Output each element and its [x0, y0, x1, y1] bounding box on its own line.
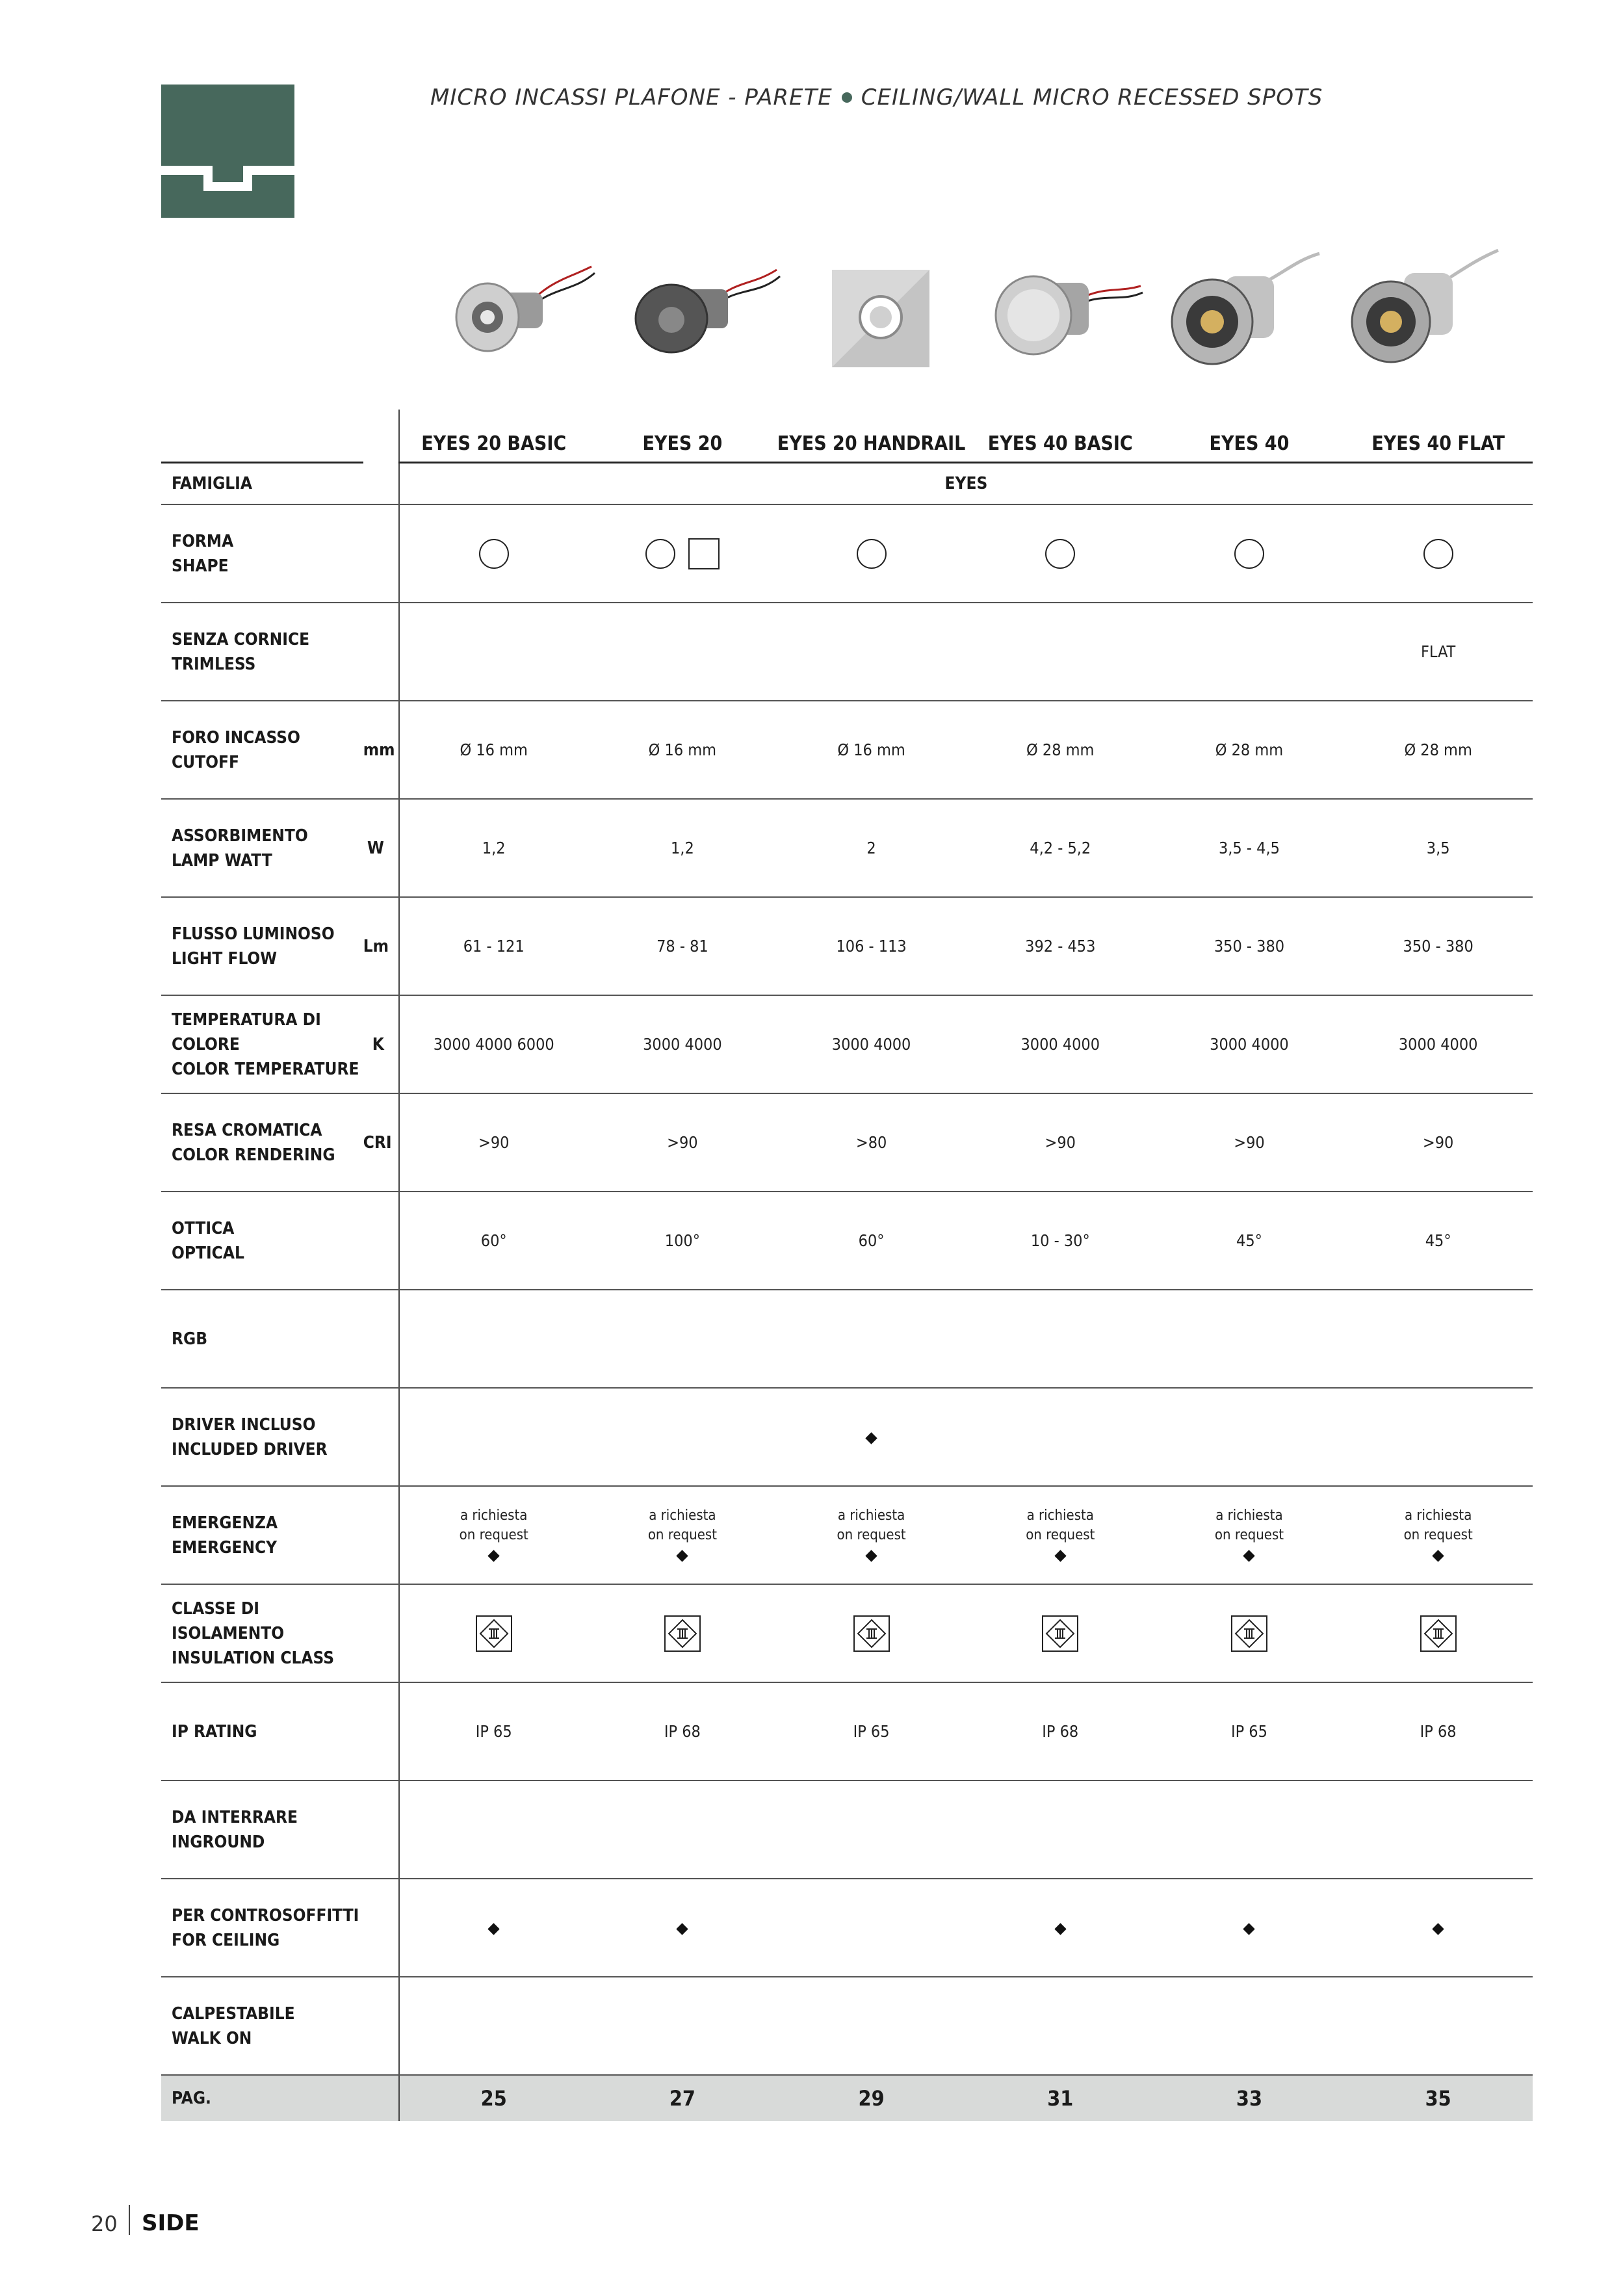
- check-diamond-icon: [677, 1550, 688, 1561]
- spec-row-watt: [161, 799, 1533, 897]
- cell-cct: 3000 4000: [1344, 995, 1533, 1093]
- cell-trimless: [1155, 603, 1344, 701]
- cell-cct: 3000 4000: [588, 995, 777, 1093]
- row-label-en: INSULATION CLASS: [172, 1648, 335, 1668]
- cell-watt: 2: [777, 799, 966, 897]
- page-number: 20: [91, 2211, 118, 2236]
- row-unit: [363, 1977, 399, 2075]
- check-diamond-icon: [677, 1923, 688, 1935]
- row-unit: [363, 1879, 399, 1977]
- row-label-en: LIGHT FLOW: [172, 948, 278, 969]
- cell-cct: 3000 4000: [1155, 995, 1344, 1093]
- row-unit: [363, 1584, 399, 1682]
- cell-optical: 45°: [1344, 1192, 1533, 1290]
- row-label-it: TEMPERATURA DI COLORE: [172, 1010, 321, 1054]
- cell-cct: 3000 4000 6000: [399, 995, 588, 1093]
- spec-row-walkon: [161, 1977, 1533, 2075]
- cell-driver: [777, 1388, 966, 1486]
- product-photos: [0, 241, 1623, 397]
- row-label: [161, 1977, 363, 2075]
- cell-insulation: [588, 1584, 777, 1682]
- cell-watt: 3,5 - 4,5: [1155, 799, 1344, 897]
- cell-ip: IP 65: [1155, 1682, 1344, 1781]
- row-unit: K: [363, 995, 399, 1093]
- row-label-it: IP RATING: [172, 1721, 257, 1742]
- row-label: [161, 1093, 363, 1192]
- insulation-class-iii-icon: [1041, 1615, 1079, 1652]
- row-label: [161, 1682, 363, 1781]
- product-photo-eyes-20-handrail: [803, 241, 965, 397]
- row-label-en: INGROUND: [172, 1832, 265, 1852]
- row-label: [161, 1486, 363, 1584]
- row-label: [161, 504, 363, 603]
- cell-rgb: [399, 1290, 588, 1388]
- cell-flow: 78 - 81: [588, 897, 777, 995]
- round-shape-icon: [479, 539, 509, 569]
- cell-cutoff: Ø 16 mm: [399, 701, 588, 799]
- row-label: FAMIGLIA: [161, 463, 363, 505]
- product-name-header: EYES 20: [588, 410, 777, 463]
- cell-optical: 100°: [588, 1192, 777, 1290]
- row-label-it: FORO INCASSO: [172, 727, 300, 748]
- cell-flow: 61 - 121: [399, 897, 588, 995]
- spec-row-inground: [161, 1781, 1533, 1879]
- on-request-it: a richiesta: [1026, 1507, 1094, 1524]
- cell-shape: [777, 504, 966, 603]
- spec-row-optical: [161, 1192, 1533, 1290]
- cell-trimless: FLAT: [1344, 603, 1533, 701]
- cell-ip: IP 68: [1344, 1682, 1533, 1781]
- footer-brand: SIDE: [142, 2210, 200, 2236]
- row-unit: [363, 463, 399, 505]
- cell-flow: 392 - 453: [966, 897, 1155, 995]
- cell-emergency: [966, 1486, 1155, 1584]
- row-label: [161, 799, 363, 897]
- cell-driver: [966, 1388, 1155, 1486]
- cell-shape: [399, 504, 588, 603]
- cell-emergency: [777, 1486, 966, 1584]
- cell-ceiling: [777, 1879, 966, 1977]
- on-request-it: a richiesta: [1215, 1507, 1283, 1524]
- row-label: [161, 701, 363, 799]
- family-row: [161, 463, 1533, 505]
- page-ref-link[interactable]: 29: [777, 2075, 966, 2121]
- cell-inground: [777, 1781, 966, 1879]
- row-label: [161, 1584, 363, 1682]
- spec-row-flow: [161, 897, 1533, 995]
- footer-divider: [129, 2205, 130, 2235]
- header-title-en: CEILING/WALL MICRO RECESSED SPOTS: [861, 85, 1323, 111]
- on-request-en: on request: [459, 1527, 528, 1543]
- header-title-it: MICRO INCASSI PLAFONE - PARETE: [430, 85, 833, 111]
- row-label-it: OTTICA: [172, 1218, 235, 1238]
- cell-shape: [1344, 504, 1533, 603]
- cell-optical: 45°: [1155, 1192, 1344, 1290]
- cell-cct: 3000 4000: [966, 995, 1155, 1093]
- cell-cutoff: Ø 16 mm: [588, 701, 777, 799]
- cell-trimless: [399, 603, 588, 701]
- cell-ceiling: [1344, 1879, 1533, 1977]
- check-diamond-icon: [1054, 1923, 1066, 1935]
- cell-walkon: [399, 1977, 588, 2075]
- cell-cri: >90: [1155, 1093, 1344, 1192]
- cell-emergency: [1155, 1486, 1344, 1584]
- page-ref-link[interactable]: 25: [399, 2075, 588, 2121]
- row-unit: W: [363, 799, 399, 897]
- row-unit: [363, 1388, 399, 1486]
- cell-cutoff: Ø 16 mm: [777, 701, 966, 799]
- cell-inground: [588, 1781, 777, 1879]
- cell-insulation: [399, 1584, 588, 1682]
- cell-inground: [1344, 1781, 1533, 1879]
- insulation-class-iii-icon: [475, 1615, 513, 1652]
- row-label-it: RESA CROMATICA: [172, 1120, 322, 1140]
- cell-rgb: [1155, 1290, 1344, 1388]
- cell-trimless: [588, 603, 777, 701]
- round-shape-icon: [857, 539, 887, 569]
- product-name-header: EYES 20 BASIC: [399, 410, 588, 463]
- check-diamond-icon: [488, 1550, 500, 1561]
- square-shape-icon: [688, 538, 720, 569]
- on-request-en: on request: [647, 1527, 717, 1543]
- row-label-en: SHAPE: [172, 556, 229, 576]
- row-label-en: COLOR TEMPERATURE: [172, 1059, 359, 1079]
- row-label: [161, 1879, 363, 1977]
- product-photo-eyes-40: [1160, 241, 1323, 397]
- cell-driver: [399, 1388, 588, 1486]
- insulation-class-iii-icon: [1420, 1615, 1457, 1652]
- header-blank: [161, 410, 363, 463]
- row-unit: [363, 1781, 399, 1879]
- cell-watt: 1,2: [588, 799, 777, 897]
- row-label-it: RGB: [172, 1329, 208, 1349]
- check-diamond-icon: [1243, 1550, 1255, 1561]
- cell-rgb: [588, 1290, 777, 1388]
- check-diamond-icon: [488, 1923, 500, 1935]
- page-ref-link[interactable]: 27: [588, 2075, 777, 2121]
- product-name-header: EYES 40: [1155, 410, 1344, 463]
- row-label: [161, 1192, 363, 1290]
- cell-inground: [399, 1781, 588, 1879]
- check-diamond-icon: [1054, 1550, 1066, 1561]
- cell-ip: IP 68: [966, 1682, 1155, 1781]
- row-label: [161, 603, 363, 701]
- row-label-en: CUTOFF: [172, 752, 239, 772]
- cell-cri: >80: [777, 1093, 966, 1192]
- cell-ceiling: [588, 1879, 777, 1977]
- cell-cri: >90: [588, 1093, 777, 1192]
- row-label-it: SENZA CORNICE: [172, 629, 310, 649]
- row-label: [161, 1781, 363, 1879]
- row-label: [161, 995, 363, 1093]
- row-label-it: DRIVER INCLUSO: [172, 1415, 316, 1435]
- row-label: [161, 1290, 363, 1388]
- cell-cutoff: Ø 28 mm: [966, 701, 1155, 799]
- on-request-it: a richiesta: [837, 1507, 905, 1524]
- on-request-en: on request: [1026, 1527, 1095, 1543]
- row-unit: [363, 504, 399, 603]
- cell-optical: 10 - 30°: [966, 1192, 1155, 1290]
- row-label-en: OPTICAL: [172, 1243, 244, 1263]
- cell-trimless: [777, 603, 966, 701]
- page-ref-row: [161, 2075, 1533, 2121]
- row-label-en: LAMP WATT: [172, 850, 272, 870]
- cell-emergency: [399, 1486, 588, 1584]
- cell-insulation: [1344, 1584, 1533, 1682]
- row-unit: CRI: [363, 1093, 399, 1192]
- row-label-en: FOR CEILING: [172, 1930, 280, 1950]
- cell-walkon: [966, 1977, 1155, 2075]
- row-unit: [363, 1290, 399, 1388]
- cell-optical: 60°: [399, 1192, 588, 1290]
- cell-watt: 1,2: [399, 799, 588, 897]
- row-label-en: TRIMLESS: [172, 654, 256, 674]
- spec-row-rgb: [161, 1290, 1533, 1388]
- row-label: PAG.: [161, 2075, 363, 2121]
- cell-emergency: [1344, 1486, 1533, 1584]
- row-label-it: FLUSSO LUMINOSO: [172, 924, 335, 944]
- row-unit: [363, 603, 399, 701]
- product-name-header: EYES 40 FLAT: [1344, 410, 1533, 463]
- spec-row-cutoff: [161, 701, 1533, 799]
- cell-walkon: [588, 1977, 777, 2075]
- side-logo: [161, 85, 294, 218]
- spec-row-cct: [161, 995, 1533, 1093]
- cell-walkon: [777, 1977, 966, 2075]
- round-shape-icon: [1234, 539, 1264, 569]
- cell-cutoff: Ø 28 mm: [1155, 701, 1344, 799]
- row-label-en: WALK ON: [172, 2028, 252, 2048]
- round-shape-icon: [645, 539, 675, 569]
- header-row: [161, 410, 1533, 463]
- cell-inground: [966, 1781, 1155, 1879]
- row-label-en: INCLUDED DRIVER: [172, 1439, 328, 1459]
- cell-watt: 3,5: [1344, 799, 1533, 897]
- spec-row-insulation: [161, 1584, 1533, 1682]
- on-request-it: a richiesta: [460, 1507, 528, 1524]
- row-label: [161, 1388, 363, 1486]
- cell-walkon: [1344, 1977, 1533, 2075]
- on-request-en: on request: [837, 1527, 906, 1543]
- row-label-it: CALPESTABILE: [172, 2003, 295, 2024]
- page-ref-link[interactable]: 31: [966, 2075, 1155, 2121]
- row-label-en: COLOR RENDERING: [172, 1145, 335, 1165]
- round-shape-icon: [1423, 539, 1453, 569]
- cell-driver: [588, 1388, 777, 1486]
- cell-watt: 4,2 - 5,2: [966, 799, 1155, 897]
- cell-insulation: [777, 1584, 966, 1682]
- header-blank-unit: [363, 410, 399, 463]
- cell-trimless: [966, 603, 1155, 701]
- cell-walkon: [1155, 1977, 1344, 2075]
- row-unit: [363, 1682, 399, 1781]
- cell-cct: 3000 4000: [777, 995, 966, 1093]
- cell-ip: IP 65: [399, 1682, 588, 1781]
- cell-insulation: [966, 1584, 1155, 1682]
- spec-row-ceiling: [161, 1879, 1533, 1977]
- separator-dot: [842, 92, 852, 103]
- spec-table: [161, 410, 1533, 2121]
- cell-flow: 350 - 380: [1344, 897, 1533, 995]
- cell-rgb: [777, 1290, 966, 1388]
- cell-ceiling: [966, 1879, 1155, 1977]
- cell-driver: [1344, 1388, 1533, 1486]
- cell-cri: >90: [1344, 1093, 1533, 1192]
- row-unit: [363, 2075, 399, 2121]
- cell-ceiling: [399, 1879, 588, 1977]
- check-diamond-icon: [1432, 1550, 1444, 1561]
- row-label: [161, 897, 363, 995]
- product-photo-eyes-20: [621, 241, 783, 397]
- spec-row-emergency: [161, 1486, 1533, 1584]
- cell-ip: IP 65: [777, 1682, 966, 1781]
- product-name-header: EYES 20 HANDRAIL: [777, 410, 966, 463]
- row-label-it: DA INTERRARE: [172, 1807, 298, 1827]
- on-request-it: a richiesta: [649, 1507, 716, 1524]
- insulation-class-iii-icon: [1230, 1615, 1268, 1652]
- row-label-it: CLASSE DI ISOLAMENTO: [172, 1598, 285, 1643]
- spec-row-cri: [161, 1093, 1533, 1192]
- spec-row-trimless: [161, 603, 1533, 701]
- cell-flow: 106 - 113: [777, 897, 966, 995]
- check-diamond-icon: [1243, 1923, 1255, 1935]
- row-unit: [363, 1486, 399, 1584]
- spec-row-ip: [161, 1682, 1533, 1781]
- page-ref-link[interactable]: 35: [1344, 2075, 1533, 2121]
- row-label-it: EMERGENZA: [172, 1513, 278, 1533]
- page-ref-link[interactable]: 33: [1155, 2075, 1344, 2121]
- product-photo-eyes-20-basic: [442, 241, 604, 397]
- cell-insulation: [1155, 1584, 1344, 1682]
- row-label-en: EMERGENCY: [172, 1537, 278, 1558]
- cell-emergency: [588, 1486, 777, 1584]
- row-label-it: PER CONTROSOFFITTI: [172, 1905, 359, 1925]
- row-unit: [363, 1192, 399, 1290]
- cell-shape: [588, 504, 777, 603]
- cell-rgb: [1344, 1290, 1533, 1388]
- cell-cri: >90: [966, 1093, 1155, 1192]
- cell-optical: 60°: [777, 1192, 966, 1290]
- row-unit: Lm: [363, 897, 399, 995]
- row-unit: mm: [363, 701, 399, 799]
- round-shape-icon: [1045, 539, 1075, 569]
- cell-flow: 350 - 380: [1155, 897, 1344, 995]
- page-header-title: [430, 85, 1405, 111]
- row-label-it: ASSORBIMENTO: [172, 826, 308, 846]
- family-value: EYES: [399, 463, 1533, 505]
- cell-cri: >90: [399, 1093, 588, 1192]
- on-request-en: on request: [1214, 1527, 1284, 1543]
- spec-table-body: [161, 410, 1533, 2121]
- cell-ip: IP 68: [588, 1682, 777, 1781]
- insulation-class-iii-icon: [664, 1615, 701, 1652]
- spec-row-shape: [161, 504, 1533, 603]
- cell-shape: [1155, 504, 1344, 603]
- cell-cutoff: Ø 28 mm: [1344, 701, 1533, 799]
- cell-shape: [966, 504, 1155, 603]
- product-photo-eyes-40-basic: [981, 241, 1144, 397]
- product-name-header: EYES 40 BASIC: [966, 410, 1155, 463]
- check-diamond-icon: [1432, 1923, 1444, 1935]
- on-request-it: a richiesta: [1404, 1507, 1472, 1524]
- cell-inground: [1155, 1781, 1344, 1879]
- insulation-class-iii-icon: [853, 1615, 890, 1652]
- check-diamond-icon: [865, 1550, 877, 1561]
- check-diamond-icon: [865, 1432, 877, 1444]
- spec-row-driver: [161, 1388, 1533, 1486]
- cell-rgb: [966, 1290, 1155, 1388]
- on-request-en: on request: [1403, 1527, 1473, 1543]
- cell-driver: [1155, 1388, 1344, 1486]
- cell-ceiling: [1155, 1879, 1344, 1977]
- product-photo-eyes-40-flat: [1339, 241, 1501, 397]
- row-label-it: FORMA: [172, 531, 234, 551]
